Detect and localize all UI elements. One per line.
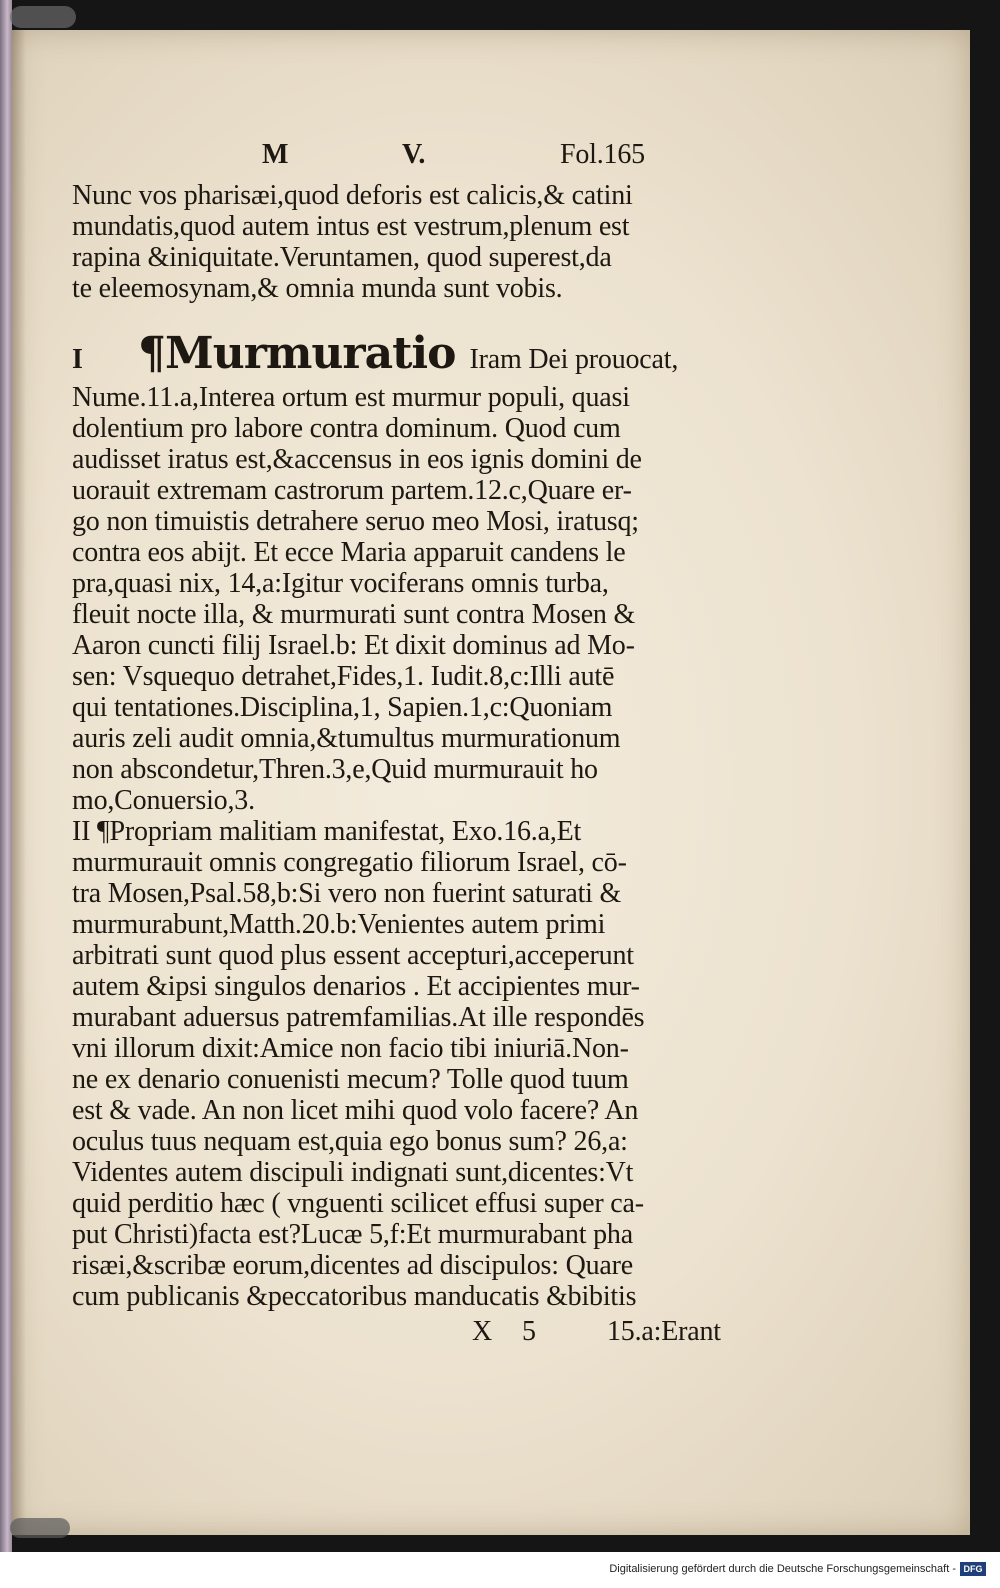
section-number: I [72,344,83,375]
header-left: M [262,139,289,170]
text-line: ne ex denario conuenisti mecum? Tolle quod tuum [72,1064,629,1095]
text-line: vni illorum dixit:Amice non facio tibi iniuriā.Non- [72,1033,629,1064]
text-line: non abscondetur,Thren.3,e,Quid murmurauit ho [72,754,598,785]
text-line: dolentium pro labore contra dominum. Quod cum [72,413,621,444]
text-line: murmurabunt,Matth.20.b:Venientes autem primi [72,909,606,940]
page-edge-tab [0,0,12,1560]
text-line: cum publicanis &peccatoribus manducatis &bibitis [72,1281,637,1312]
text-line: put Christi)facta est?Lucæ 5,f:Et murmurabant pha [72,1219,633,1250]
section-title-rest: Iram Dei prouocat, [469,344,679,375]
text-line: te eleemosynam,& omnia munda sunt vobis. [72,273,563,304]
text-line: tra Mosen,Psal.58,b:Si vero non fuerint saturati & [72,878,622,909]
text-line: fleuit nocte illa, & murmurati sunt contra Mosen & [72,599,636,630]
text-line: murmurauit omnis congregatio filiorum Israel, cō- [72,847,627,878]
text-line: auris zeli audit omnia,&tumultus murmurationum [72,723,621,754]
page-text-block [72,130,722,1352]
text-line: oculus tuus nequam est,quia ego bonus sum? 26,a: [72,1126,628,1157]
text-line: mo,Conuersio,3. [72,785,255,816]
text-line: uorauit extremam castrorum partem.12.c,Quare er- [72,475,632,506]
text-line: II ¶Propriam malitiam manifestat, Exo.16.a,Et [72,816,582,847]
running-header [72,130,722,180]
text-line: arbitrati sunt quod plus essent accepturi,acceperunt [72,940,634,971]
scan-clip-bottom [10,1518,70,1538]
dfg-logo: DFG [960,1562,986,1576]
text-line: risæi,&scribæ eorum,dicentes ad discipulos: Quare [72,1250,633,1281]
text-line: Nunc vos pharisæi,quod deforis est calicis,& catini [72,180,633,211]
text-line: sen: Vsquequo detrahet,Fides,1. Iudit.8,c:Illi autē [72,661,615,692]
text-line: Videntes autem discipuli indignati sunt,dicentes:Vt [72,1157,634,1188]
text-line: audisset iratus est,&accensus in eos ignis domini de [72,444,642,475]
text-line: pra,quasi nix, 14,a:Igitur vociferans omnis turba, [72,568,609,599]
text-line: murabant aduersus patremfamilias.At ille respondēs [72,1002,645,1033]
catchline [72,1312,722,1352]
text-line: contra eos abijt. Et ecce Maria apparuit candens le [72,537,626,568]
text-line: Aaron cuncti filij Israel.b: Et dixit dominus ad Mo- [72,630,635,661]
section-title: ¶Murmuratio [138,328,456,379]
signature-mark: X [472,1316,493,1347]
text-line: Nume.11.a,Interea ortum est murmur populi, quasi [72,382,630,413]
section-heading [72,326,722,382]
signature-number: 5 [522,1316,536,1347]
spacer [72,304,722,326]
digitization-footer [0,1552,1000,1588]
funding-credit: Digitalisierung gefördert durch die Deutsche Forschungsgemeinschaft - [609,1563,956,1575]
folio-number: Fol.165 [560,139,645,170]
text-line: est & vade. An non licet mihi quod volo facere? An [72,1095,639,1126]
catchword: 15.a:Erant [607,1316,721,1347]
text-line: mundatis,quod autem intus est vestrum,plenum est [72,211,630,242]
text-line: autem &ipsi singulos denarios . Et accipientes mur- [72,971,640,1002]
text-line: qui tentationes.Disciplina,1, Sapien.1,c:Quoniam [72,692,613,723]
book-page [12,30,970,1535]
text-line: quid perditio hæc ( vnguenti scilicet effusi super ca- [72,1188,644,1219]
text-line: go non timuistis detrahere seruo meo Mosi, iratusq; [72,506,639,537]
scan-clip-top [10,6,76,28]
text-line: rapina &iniquitate.Veruntamen, quod superest,da [72,242,612,273]
header-mid: V. [402,139,426,170]
